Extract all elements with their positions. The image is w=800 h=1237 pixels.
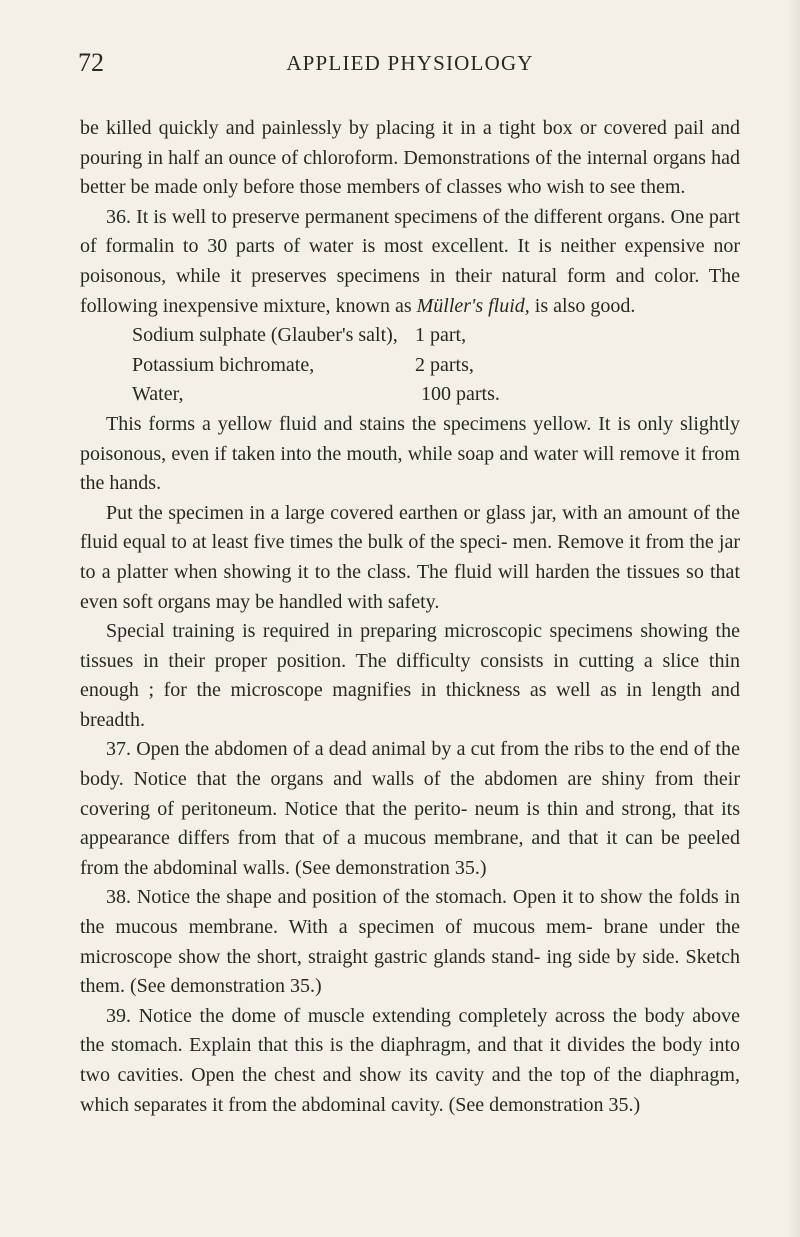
mullers-fluid-term: Müller's fluid, [416,294,530,317]
book-page [80,48,740,1120]
body-text [80,114,740,1120]
recipe-ingredient: Sodium sulphate (Glauber's salt), [132,324,398,347]
paragraph-continuation: be killed quickly and painlessly by placing it in a tight box or covered pail and pouring in half an ounce of chloroform. Demonstrations of the internal organs had better be made only before those members of classes who wish to see them. [80,117,740,199]
recipe-row [80,351,740,381]
paragraph-36 [80,203,740,321]
running-title: APPLIED PHYSIOLOGY [286,51,534,75]
recipe-quantity: 100 parts. [421,383,500,406]
recipe-ingredient: Water, [132,383,184,406]
paragraph-microscopic-training: Special training is required in preparing microscopic specimens showing the tissues in their proper position. The difficulty consists in cutting a slice thin enough ; for the microscope magnifies in thickness as well as in length and breadth. [80,620,740,731]
recipe-quantity: 2 parts, [415,353,474,376]
recipe-row [80,321,740,351]
page-number: 72 [78,48,104,77]
paragraph-37: 37. Open the abdomen of a dead animal by a cut from the ribs to the end of the body. Notice that the organs and walls of the abdomen are shiny from their covering of peritoneum. Notice that the perito- neum is thin and strong, that its appearance differs from that of a mucous membrane, and that it can be peeled from the abdominal walls. (See demonstration 35.) [80,738,740,879]
paragraph-39: 39. Notice the dome of muscle extending completely across the body above the stomach. Explain that this is the diaphragm, and that it divides the body into two cavities. Open the chest and show its cavity and the top of the diaphragm, which separates it from the abdominal cavity. (See demonstration 35.) [80,1004,740,1116]
paragraph-specimen-jar: Put the specimen in a large covered earthen or glass jar, with an amount of the fluid equal to at least five times the bulk of the speci- men. Remove it from the jar to a platter when showing it to the class. The fluid will harden the tissues so that even soft organs may be handled with safety. [80,501,740,613]
recipe-table [80,321,740,410]
paragraph-36-end: is also good. [534,294,636,317]
paragraph-38: 38. Notice the shape and position of the stomach. Open it to show the folds in the mucous membrane. With a specimen of mucous mem- brane under the microscope show the short, straight gastric glands stand- ing side by side. Sketch them. (See demonstration 35.) [80,886,740,998]
page-edge-shadow [786,0,800,1237]
recipe-ingredient: Potassium bichromate, [132,353,315,376]
recipe-row [80,380,740,410]
paragraph-36-text: 36. It is well to preserve permanent specimens of the different organs. One part of formalin to 30 parts of water is most excellent. It is neither expensive nor poisonous, while it preserves specimens in their natural form and color. The following inexpensive mixture, known as [80,205,740,317]
paragraph-yellow-fluid: This forms a yellow fluid and stains the specimens yellow. It is only slightly poisonous, even if taken into the mouth, while soap and water will remove it from the hands. [80,412,740,495]
page-header [80,48,740,84]
recipe-quantity: 1 part, [415,324,467,347]
